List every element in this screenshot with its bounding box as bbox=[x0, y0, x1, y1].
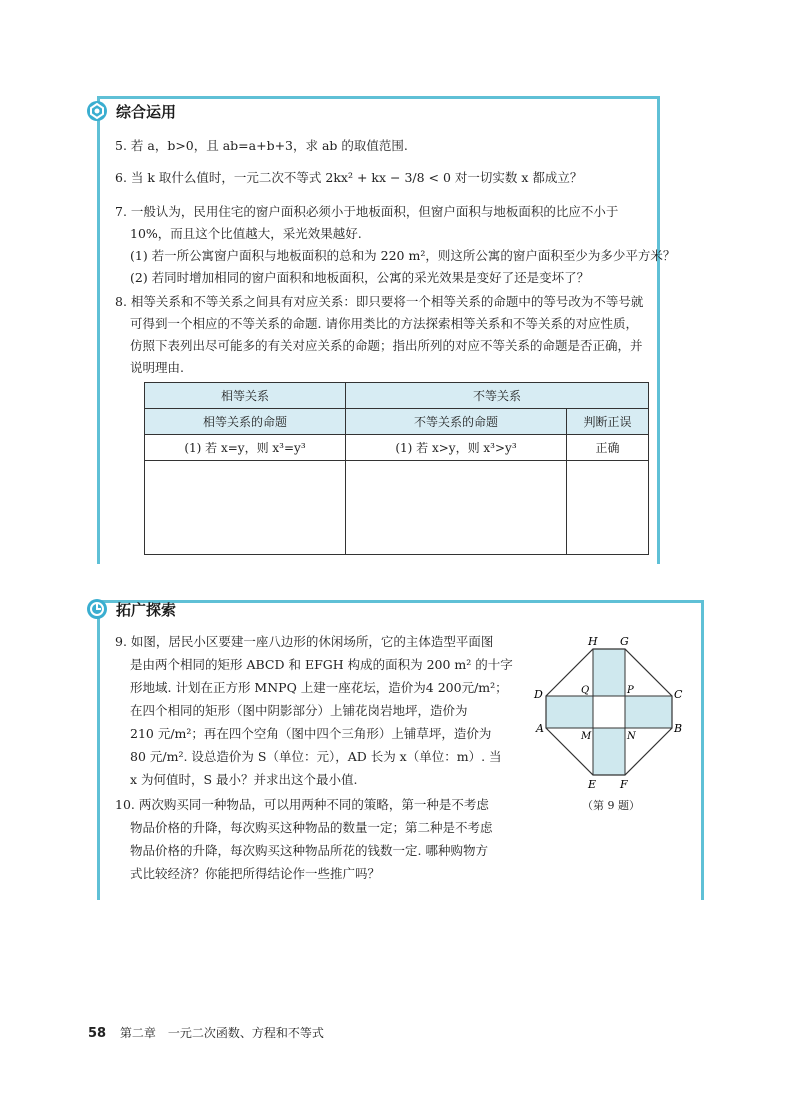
question-9-line: 在四个相同的矩形（图中阴影部分）上铺花岗岩地坪，造价为 bbox=[130, 703, 468, 718]
table-cell-empty bbox=[567, 461, 649, 555]
label-q: Q bbox=[581, 685, 590, 696]
question-9-line: 210 元/m²；再在四个空角（图中四个三角形）上铺草坪，造价为 bbox=[130, 726, 492, 741]
table-header-unequal: 不等关系 bbox=[346, 383, 649, 409]
label-n: N bbox=[627, 731, 636, 742]
question-5: 5. 若 a，b>0，且 ab=a+b+3，求 ab 的取值范围. bbox=[115, 138, 408, 153]
label-g: G bbox=[620, 635, 629, 648]
question-10-line: 10. 两次购买同一种物品，可以用两种不同的策略，第一种是不考虑 bbox=[115, 797, 489, 812]
label-h: H bbox=[588, 635, 598, 648]
table-cell: (1) 若 x>y，则 x³>y³ bbox=[346, 435, 567, 461]
section-badge-icon bbox=[86, 598, 108, 620]
label-f: F bbox=[620, 778, 628, 791]
section-title: 综合运用 bbox=[116, 102, 177, 121]
table-cell: 正确 bbox=[567, 435, 649, 461]
octagon-figure bbox=[528, 632, 688, 792]
label-m: M bbox=[581, 731, 592, 742]
question-8-line2: 可得到一个相应的不等关系的命题. 请你用类比的方法探索相等关系和不等关系的对应性质， bbox=[130, 316, 638, 331]
question-8-line1: 8. 相等关系和不等关系之间具有对应关系：即只要将一个相等关系的命题中的等号改为不等号就 bbox=[115, 294, 644, 309]
section-badge-icon bbox=[86, 100, 108, 122]
question-10-line: 式比较经济？你能把所得结论作一些推广吗？ bbox=[130, 866, 381, 881]
question-7-sub1: (1) 若一所公寓窗户面积与地板面积的总和为 220 m²，则这所公寓的窗户面积至少为多少平方米？ bbox=[130, 248, 676, 263]
question-9-line: 9. 如图，居民小区要建一座八边形的休闲场所，它的主体造型平面图 bbox=[115, 634, 494, 649]
question-9-line: x 为何值时，S 最小？并求出这个最小值. bbox=[130, 772, 358, 787]
table-cell: (1) 若 x=y，则 x³=y³ bbox=[145, 435, 346, 461]
chapter-title: 第二章 一元二次函数、方程和不等式 bbox=[119, 1026, 324, 1040]
question-6: 6. 当 k 取什么值时，一元二次不等式 2kx² + kx − 3/8 < 0 对一切实数 x 都成立？ bbox=[115, 170, 583, 185]
question-8-line4: 说明理由. bbox=[130, 360, 184, 375]
question-10-line: 物品价格的升降，每次购买这种物品所花的钱数一定. 哪种购物方 bbox=[130, 843, 488, 858]
question-9-line: 是由两个相同的矩形 ABCD 和 EFGH 构成的面积为 200 m² 的十字 bbox=[130, 657, 513, 672]
label-c: C bbox=[674, 688, 683, 701]
question-7-line2: 10%，而且这个比值越大，采光效果越好. bbox=[130, 226, 362, 241]
relation-table bbox=[144, 382, 649, 555]
square-mnpq bbox=[593, 696, 625, 728]
question-8-line3: 仿照下表列出尽可能多的有关对应关系的命题；指出所列的对应不等关系的命题是否正确，并 bbox=[130, 338, 643, 353]
label-e: E bbox=[588, 778, 597, 791]
label-p: P bbox=[627, 685, 634, 696]
table-cell-empty bbox=[346, 461, 567, 555]
table-cell-empty bbox=[145, 461, 346, 555]
question-9-line: 形地域. 计划在正方形 MNPQ 上建一座花坛，造价为4 200元/m²； bbox=[130, 680, 508, 695]
page-number: 58 bbox=[88, 1026, 107, 1041]
table-subheader: 不等关系的命题 bbox=[346, 409, 567, 435]
label-a: A bbox=[536, 722, 544, 735]
section-header-comprehensive bbox=[86, 100, 176, 122]
table-subheader: 相等关系的命题 bbox=[145, 409, 346, 435]
label-b: B bbox=[674, 722, 683, 735]
page-footer bbox=[88, 1024, 324, 1041]
figure-caption: （第 9 题） bbox=[582, 799, 640, 812]
table-header-equal: 相等关系 bbox=[145, 383, 346, 409]
section-header-explore bbox=[86, 598, 176, 620]
label-d: D bbox=[534, 688, 543, 701]
question-7-line1: 7. 一般认为，民用住宅的窗户面积必须小于地板面积，但窗户面积与地板面积的比应不小于 bbox=[115, 204, 619, 219]
question-9-line: 80 元/m². 设总造价为 S（单位：元），AD 长为 x（单位：m）. 当 bbox=[130, 749, 502, 764]
section-title: 拓广探索 bbox=[116, 600, 177, 619]
question-7-sub2: (2) 若同时增加相同的窗户面积和地板面积，公寓的采光效果是变好了还是变坏了？ bbox=[130, 270, 590, 285]
table-subheader: 判断正误 bbox=[567, 409, 649, 435]
question-10-line: 物品价格的升降，每次购买这种物品的数量一定；第二种是不考虑 bbox=[130, 820, 493, 835]
